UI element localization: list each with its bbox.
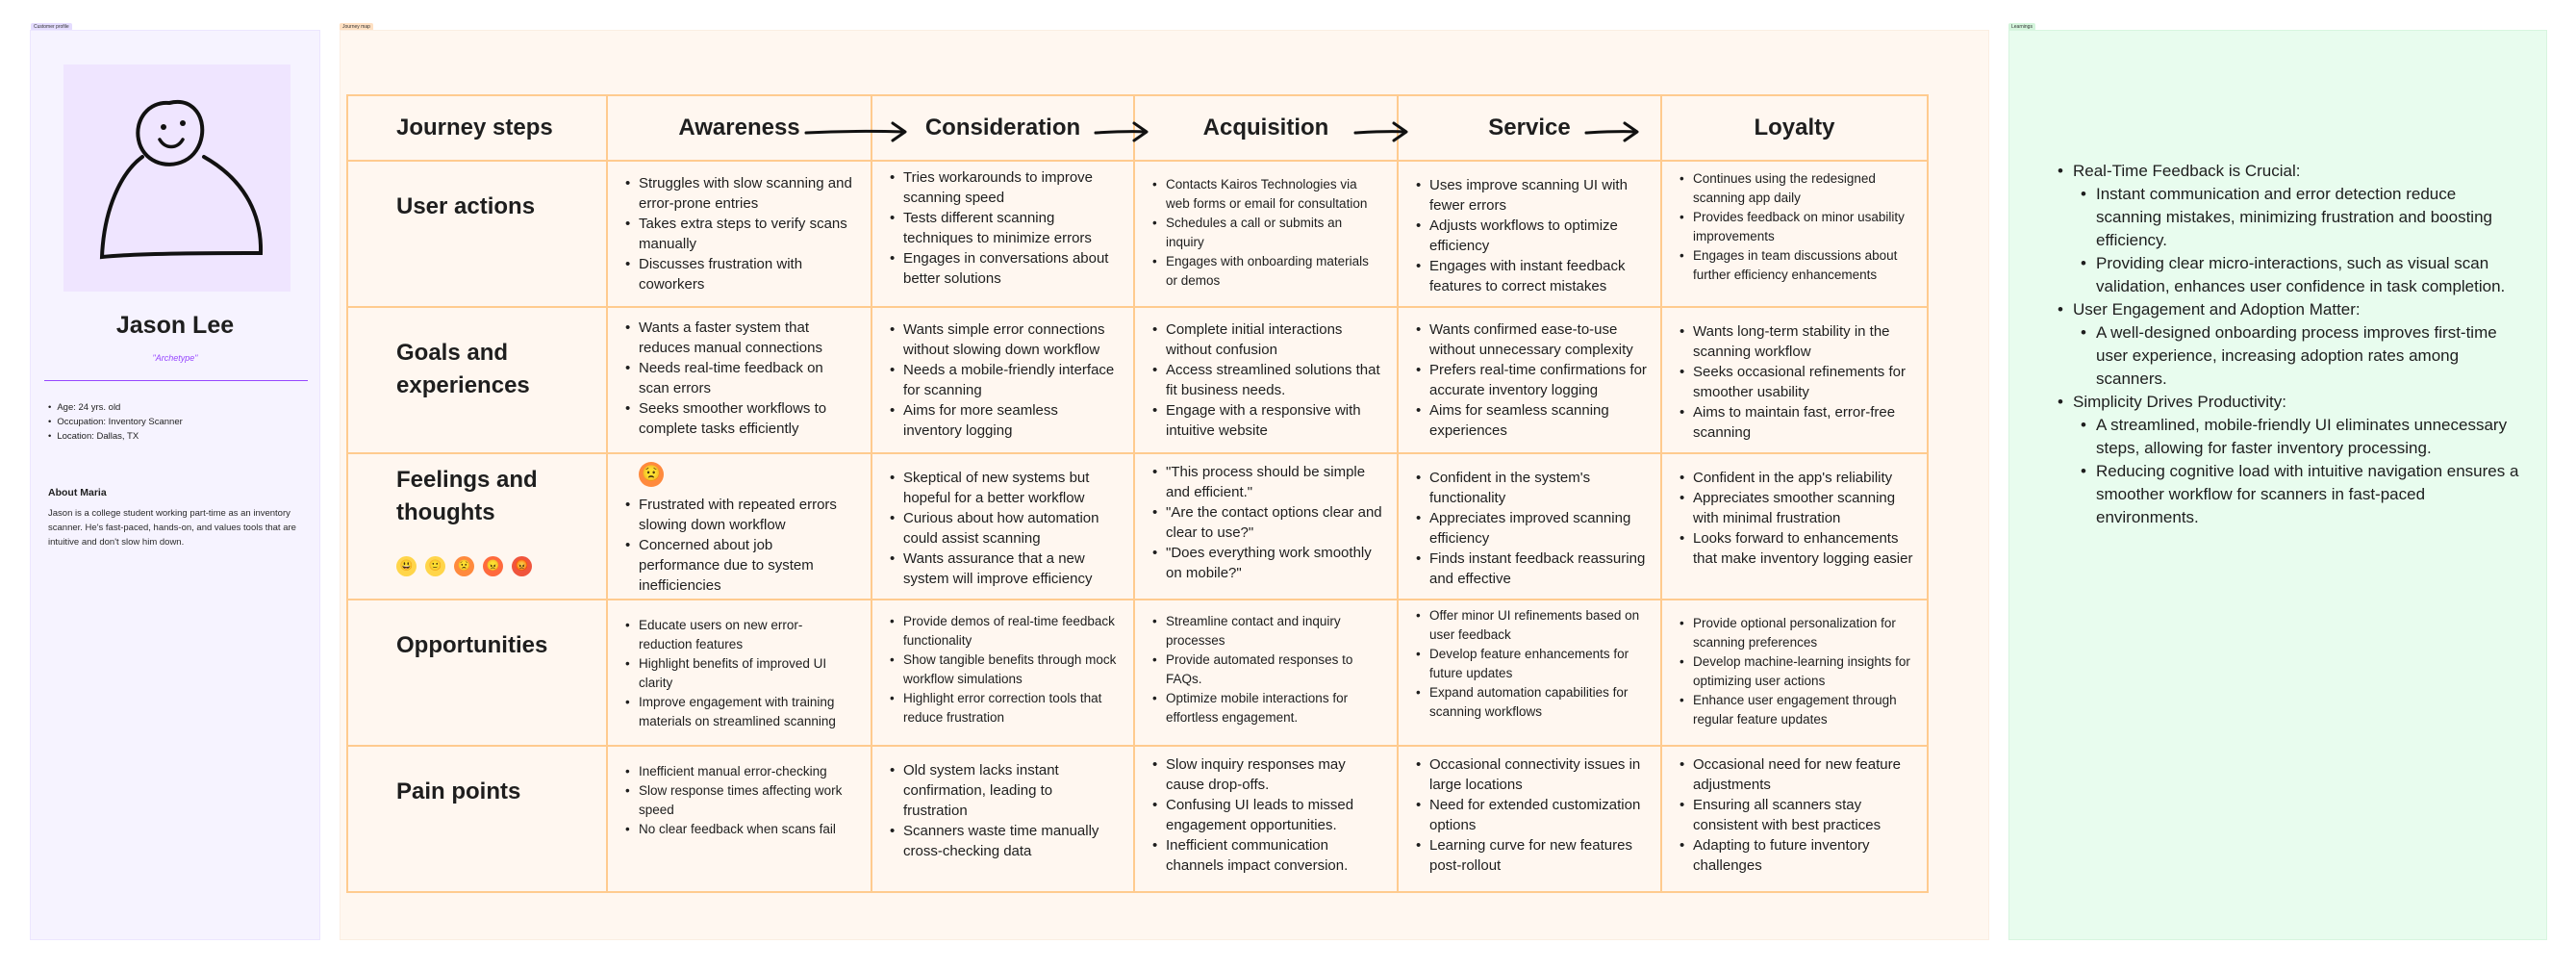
bullet-item: • Engages with onboarding materials or demos — [1150, 252, 1383, 291]
bullet-item: • Educate users on new error-reduction features — [623, 616, 855, 654]
bullet-item: • Schedules a call or submits an inquiry — [1150, 214, 1383, 252]
cell-user-actions-awareness[interactable] — [607, 161, 871, 307]
profile-archetype: "Archetype" — [152, 353, 198, 363]
bullet-list — [888, 760, 1118, 861]
bullet-item: • Prefers real-time confirmations for accurate inventory logging — [1414, 360, 1647, 400]
bullet-item: • Slow inquiry responses may cause drop-offs. — [1150, 754, 1383, 795]
cell-goals-and-experiences-service[interactable] — [1398, 307, 1661, 453]
bullet-item: • Needs real-time feedback on scan errors — [623, 358, 855, 398]
row-label-text: Opportunities — [396, 632, 548, 658]
profile-detail-occupation: • Occupation: Inventory Scanner — [48, 415, 183, 429]
bullet-item: • Aims for seamless scanning experiences — [1414, 400, 1647, 441]
bullet-item: • Expand automation capabilities for scanning workflows — [1414, 683, 1647, 722]
bullet-item: • Seeks occasional refinements for smoother usability — [1678, 362, 1913, 402]
bullet-item: • Confident in the app's reliability — [1678, 468, 1913, 488]
cell-opportunities-awareness[interactable] — [607, 600, 871, 746]
bullet-item: • Offer minor UI refinements based on user feedback — [1414, 606, 1647, 645]
bullet-item: • Old system lacks instant confirmation, leading to frustration — [888, 760, 1118, 821]
frame-label-customer-profile[interactable]: Customer profile — [31, 23, 72, 31]
bullet-list — [623, 762, 855, 839]
bullet-item: • Access streamlined solutions that fit business needs. — [1150, 360, 1383, 400]
bullet-item: • Show tangible benefits through mock workflow simulations — [888, 651, 1118, 689]
frame-label-journey-map[interactable]: Journey map — [340, 23, 373, 31]
learning-point: • Reducing cognitive load with intuitive navigation ensures a smoother workflow for scanners in fast-paced environments. — [2081, 460, 2519, 529]
bullet-list — [623, 616, 855, 731]
bullet-item: • Learning curve for new features post-rollout — [1414, 835, 1647, 876]
cell-feelings-and-thoughts-service[interactable] — [1398, 453, 1661, 600]
cell-feelings-and-thoughts-consideration[interactable] — [871, 453, 1134, 600]
bullet-item: • Occasional connectivity issues in large locations — [1414, 754, 1647, 795]
bullet-list — [1150, 754, 1383, 876]
bullet-list — [1414, 468, 1647, 589]
bullet-item: • Wants confirmed ease-to-use without unnecessary complexity — [1414, 319, 1647, 360]
learning-points — [2081, 321, 2519, 391]
cell-feelings-and-thoughts-awareness[interactable] — [607, 453, 871, 600]
stage-service: Service — [1398, 95, 1661, 161]
customer-profile-frame[interactable] — [30, 30, 320, 940]
bullet-item: • Provide automated responses to FAQs. — [1150, 651, 1383, 689]
learning-points — [2081, 414, 2519, 529]
bullet-item: • Confident in the system's functionality — [1414, 468, 1647, 508]
bullet-list — [1150, 612, 1383, 728]
feeling-emoji-icon[interactable]: 😟 — [454, 556, 474, 576]
bullet-item: • Scanners waste time manually cross-checking data — [888, 821, 1118, 861]
journey-row-feelings-and-thoughts — [347, 453, 1928, 600]
about-text: Jason is a college student working part-time as an inventory scanner. He's fast-paced, hands-on, and values tools that are intuitive and don't slow him down. — [48, 508, 296, 548]
bullet-list — [1678, 321, 1913, 443]
bullet-item: • Tests different scanning techniques to minimize errors — [888, 208, 1118, 248]
row-label-text: Goals and experiences — [396, 340, 530, 398]
learning-group — [2058, 391, 2519, 529]
bullet-item: • Provide optional personalization for scanning preferences — [1678, 614, 1913, 652]
bullet-list — [623, 173, 855, 294]
profile-details — [48, 400, 183, 444]
bullet-item: • Provides feedback on minor usability improvements — [1678, 208, 1913, 246]
learning-point: • Providing clear micro-interactions, such as visual scan validation, enhances user confidence in task completion. — [2081, 252, 2519, 298]
bullet-list — [888, 167, 1118, 289]
bullet-item: • Aims for more seamless inventory logging — [888, 400, 1118, 441]
bullet-item: • Need for extended customization options — [1414, 795, 1647, 835]
arrow-right-icon — [1353, 119, 1411, 144]
bullet-list — [888, 612, 1118, 728]
learning-title: Simplicity Drives Productivity: — [2073, 393, 2286, 411]
bullet-item: • Develop feature enhancements for future updates — [1414, 645, 1647, 683]
bullet-list — [1414, 175, 1647, 296]
bullet-list — [1678, 468, 1913, 569]
journey-row-user-actions — [347, 161, 1928, 307]
person-sketch-icon — [63, 64, 290, 292]
cell-goals-and-experiences-loyalty[interactable] — [1661, 307, 1928, 453]
learning-title: User Engagement and Adoption Matter: — [2073, 300, 2361, 319]
feeling-emoji-icon[interactable]: 🙂 — [425, 556, 445, 576]
feeling-emoji-icon[interactable]: 😡 — [512, 556, 532, 576]
bullet-item: • Provide demos of real-time feedback functionality — [888, 612, 1118, 651]
cell-pain-points-consideration[interactable] — [871, 746, 1134, 892]
bullet-item: • Engages in team discussions about further efficiency enhancements — [1678, 246, 1913, 285]
bullet-list — [1414, 319, 1647, 441]
bullet-item: • Improve engagement with training materials on streamlined scanning — [623, 693, 855, 731]
learning-points — [2081, 183, 2519, 298]
bullet-list — [1678, 754, 1913, 876]
stage-loyalty: Loyalty — [1661, 95, 1928, 161]
cell-pain-points-service[interactable] — [1398, 746, 1661, 892]
selected-feeling-emoji-icon: 😟 — [639, 462, 664, 487]
journey-row-pain-points — [347, 746, 1928, 892]
bullet-item: • Confusing UI leads to missed engagement opportunities. — [1150, 795, 1383, 835]
cell-goals-and-experiences-acquisition[interactable] — [1134, 307, 1398, 453]
bullet-item: • Highlight benefits of improved UI clarity — [623, 654, 855, 693]
bullet-item: • Skeptical of new systems but hopeful for a better workflow — [888, 468, 1118, 508]
cell-pain-points-awareness[interactable] — [607, 746, 871, 892]
bullet-item: • Engage with a responsive with intuitive website — [1150, 400, 1383, 441]
learning-group — [2058, 160, 2519, 298]
arrow-right-icon — [804, 119, 910, 144]
bullet-item: • Adapting to future inventory challenges — [1678, 835, 1913, 876]
row-label-user-actions — [347, 161, 607, 307]
bullet-item: • Wants simple error connections without slowing down workflow — [888, 319, 1118, 360]
bullet-item: • Complete initial interactions without confusion — [1150, 319, 1383, 360]
bullet-item: • Struggles with slow scanning and error-prone entries — [623, 173, 855, 214]
arrow-right-icon — [1094, 119, 1151, 144]
cell-opportunities-consideration[interactable] — [871, 600, 1134, 746]
cell-pain-points-acquisition[interactable] — [1134, 746, 1398, 892]
bullet-item: • Wants long-term stability in the scanning workflow — [1678, 321, 1913, 362]
bullet-item: • Concerned about job performance due to system inefficiencies — [623, 535, 855, 596]
cell-user-actions-loyalty[interactable] — [1661, 161, 1928, 307]
learning-group — [2058, 298, 2519, 391]
journey-map-frame[interactable] — [340, 30, 1989, 940]
learning-title: Real-Time Feedback is Crucial: — [2073, 162, 2301, 180]
journey-row-opportunities — [347, 600, 1928, 746]
divider — [44, 380, 308, 381]
bullet-item: • Appreciates improved scanning efficiency — [1414, 508, 1647, 549]
bullet-list — [1678, 169, 1913, 285]
cell-pain-points-loyalty[interactable] — [1661, 746, 1928, 892]
learnings-list — [2058, 160, 2519, 529]
bullet-item: • Engages with instant feedback features to correct mistakes — [1414, 256, 1647, 296]
cell-goals-and-experiences-consideration[interactable] — [871, 307, 1134, 453]
about-heading: About Maria — [48, 487, 107, 498]
bullet-item: • No clear feedback when scans fail — [623, 820, 855, 839]
bullet-item: • Discusses frustration with coworkers — [623, 254, 855, 294]
feeling-emoji-icon[interactable]: 😠 — [483, 556, 503, 576]
cell-feelings-and-thoughts-loyalty[interactable] — [1661, 453, 1928, 600]
row-label-feelings-and-thoughts — [347, 453, 607, 600]
bullet-item: • Looks forward to enhancements that make inventory logging easier — [1678, 528, 1913, 569]
cell-user-actions-consideration[interactable] — [871, 161, 1134, 307]
stage-awareness: Awareness — [607, 95, 871, 161]
bullet-item: • Adjusts workflows to optimize efficiency — [1414, 216, 1647, 256]
bullet-item: • "Are the contact options clear and clear to use?" — [1150, 502, 1383, 543]
bullet-item: • Needs a mobile-friendly interface for scanning — [888, 360, 1118, 400]
bullet-list — [888, 319, 1118, 441]
bullet-item: • Develop machine-learning insights for optimizing user actions — [1678, 652, 1913, 691]
frame-label-learnings[interactable]: Learnings — [2008, 23, 2035, 31]
learnings-frame[interactable] — [2008, 30, 2547, 940]
bullet-item: • "This process should be simple and efficient." — [1150, 462, 1383, 502]
stage-consideration: Consideration — [871, 95, 1134, 161]
bullet-list — [1150, 175, 1383, 291]
cell-opportunities-service[interactable] — [1398, 600, 1661, 746]
journey-steps-header: Journey steps — [347, 95, 607, 161]
cell-opportunities-acquisition[interactable] — [1134, 600, 1398, 746]
bullet-item: • Wants a faster system that reduces manual connections — [623, 318, 855, 358]
row-label-text: Feelings and thoughts — [396, 467, 538, 525]
profile-detail-location: • Location: Dallas, TX — [48, 429, 183, 444]
cell-opportunities-loyalty[interactable] — [1661, 600, 1928, 746]
bullet-item: • Occasional need for new feature adjustments — [1678, 754, 1913, 795]
bullet-list — [1414, 606, 1647, 722]
bullet-list — [888, 468, 1118, 589]
feeling-scale — [396, 556, 606, 576]
bullet-item: • Inefficient manual error-checking — [623, 762, 855, 781]
bullet-item: • Curious about how automation could assist scanning — [888, 508, 1118, 549]
bullet-list — [623, 318, 855, 439]
bullet-item: • Finds instant feedback reassuring and effective — [1414, 549, 1647, 589]
bullet-list — [1414, 754, 1647, 876]
bullet-item: • Enhance user engagement through regular feature updates — [1678, 691, 1913, 729]
cell-feelings-and-thoughts-acquisition[interactable] — [1134, 453, 1398, 600]
cell-goals-and-experiences-awareness[interactable] — [607, 307, 871, 453]
bullet-list — [1678, 614, 1913, 729]
bullet-item: • Appreciates smoother scanning with minimal frustration — [1678, 488, 1913, 528]
bullet-item: • "Does everything work smoothly on mobile?" — [1150, 543, 1383, 583]
bullet-item: • Streamline contact and inquiry processes — [1150, 612, 1383, 651]
row-label-text: Pain points — [396, 779, 521, 804]
profile-name: Jason Lee — [115, 312, 235, 339]
bullet-item: • Wants assurance that a new system will improve efficiency — [888, 549, 1118, 589]
bullet-item: • Ensuring all scanners stay consistent with best practices — [1678, 795, 1913, 835]
bullet-item: • Aims to maintain fast, error-free scanning — [1678, 402, 1913, 443]
cell-user-actions-acquisition[interactable] — [1134, 161, 1398, 307]
bullet-item: • Continues using the redesigned scanning app daily — [1678, 169, 1913, 208]
bullet-list — [1150, 319, 1383, 441]
bullet-item: • Seeks smoother workflows to complete tasks efficiently — [623, 398, 855, 439]
learning-point: • A well-designed onboarding process improves first-time user experience, increasing adoption rates among scanners. — [2081, 321, 2519, 391]
avatar — [63, 64, 290, 292]
bullet-item: • Optimize mobile interactions for effortless engagement. — [1150, 689, 1383, 728]
bullet-item: • Slow response times affecting work speed — [623, 781, 855, 820]
bullet-list — [623, 495, 855, 596]
bullet-item: • Tries workarounds to improve scanning speed — [888, 167, 1118, 208]
row-label-opportunities — [347, 600, 607, 746]
stage-acquisition: Acquisition — [1134, 95, 1398, 161]
bullet-item: • Uses improve scanning UI with fewer errors — [1414, 175, 1647, 216]
bullet-list — [1150, 462, 1383, 583]
bullet-item: • Takes extra steps to verify scans manually — [623, 214, 855, 254]
bullet-item: • Frustrated with repeated errors slowing down workflow — [623, 495, 855, 535]
profile-detail-age: • Age: 24 yrs. old — [48, 400, 183, 415]
bullet-item: • Highlight error correction tools that reduce frustration — [888, 689, 1118, 728]
cell-user-actions-service[interactable] — [1398, 161, 1661, 307]
journey-table — [346, 94, 1929, 893]
learning-point: • Instant communication and error detection reduce scanning mistakes, minimizing frustration and boosting efficiency. — [2081, 183, 2519, 252]
learning-point: • A streamlined, mobile-friendly UI eliminates unnecessary steps, allowing for faster inventory processing. — [2081, 414, 2519, 460]
row-label-goals-and-experiences — [347, 307, 607, 453]
row-label-text: User actions — [396, 193, 536, 219]
arrow-right-icon — [1584, 119, 1642, 144]
feeling-emoji-icon[interactable]: 😃 — [396, 556, 417, 576]
row-label-pain-points — [347, 746, 607, 892]
journey-row-goals-and-experiences — [347, 307, 1928, 453]
bullet-item: • Inefficient communication channels impact conversion. — [1150, 835, 1383, 876]
bullet-item: • Contacts Kairos Technologies via web forms or email for consultation — [1150, 175, 1383, 214]
bullet-item: • Engages in conversations about better solutions — [888, 248, 1118, 289]
